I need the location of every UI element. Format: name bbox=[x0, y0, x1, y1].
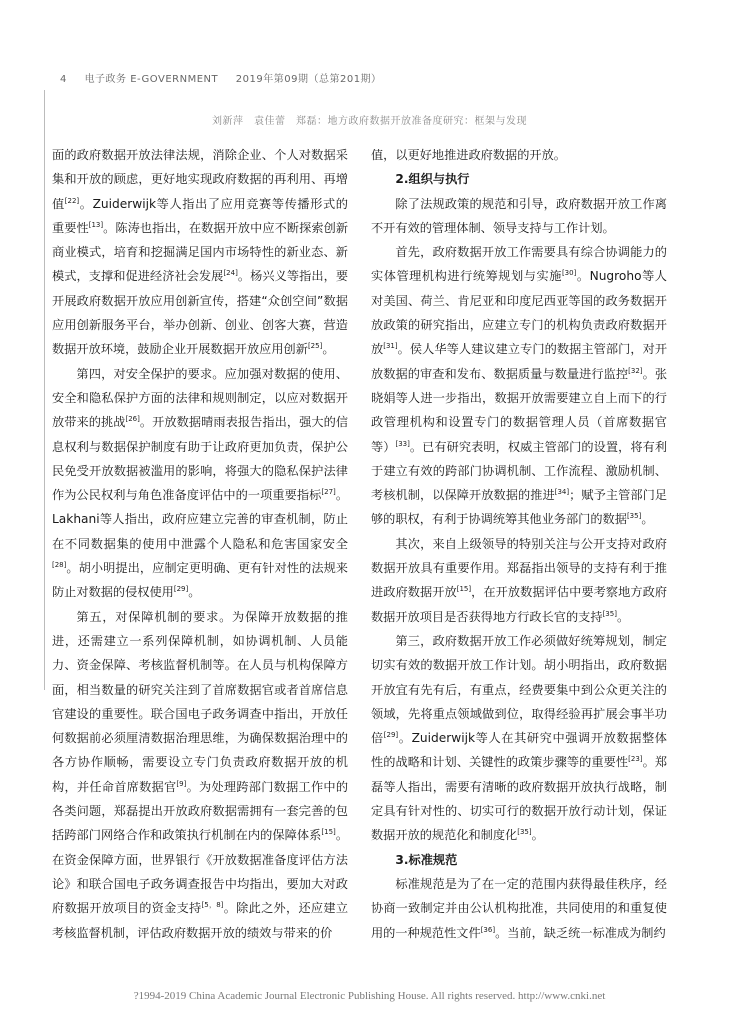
citation-ref: [25] bbox=[307, 342, 323, 351]
citation-ref: [30] bbox=[561, 269, 577, 278]
citation-ref: [29] bbox=[383, 731, 399, 740]
citation-ref: [24] bbox=[223, 269, 238, 278]
text-run: 第三，政府数据开放工作必须做好统筹规划，制定切实有效的数据开放工作计划。胡小明指出，政府数据开放宜有先有后，有重点，经费要集中到公众更关注的领域，先将重点领域做到位，取得经验再扩展会事半功倍 bbox=[371, 633, 667, 746]
text-run: 2.组织与执行 bbox=[395, 172, 470, 187]
text-run: 。在资金保障方面，世界银行《开放数据准备度评估方法论》和联合国电子政务调查报告中均指出，要加大对政府数据开放项目的资金支持 bbox=[52, 828, 349, 916]
text-run: 。陈涛也指出，在数据开放中应不断探索创新商业模式，培育和挖掘满足国内市场特性的新业态、新模式，支撑和促进经济社会发展 bbox=[52, 220, 349, 284]
citation-ref: [9] bbox=[176, 779, 187, 788]
text-run: 。胡小明提出，应制定更明确、更有针对性的法规来防止对数据的侵权使用 bbox=[52, 561, 348, 600]
journal-name: 电子政务 E-GOVERNMENT bbox=[84, 74, 219, 85]
text-run: 3.标准规范 bbox=[395, 852, 458, 867]
text-run: 。 bbox=[531, 828, 544, 843]
text-run: 值，以更好地推进政府数据的开放。 bbox=[371, 148, 566, 162]
left-column bbox=[52, 143, 348, 945]
text-run: 其次，来自上级领导的特别关注与公开支持对政府数据开放具有重要作用。郑磊指出领导的支持有利于推进政府数据开放 bbox=[371, 536, 667, 600]
copyright-footer: ?1994-2019 China Academic Journal Electronic Publishing House. All rights reserved. http://www.cnki.net bbox=[133, 990, 606, 1002]
text-run: 。开放数据晴雨表报告指出，强大的信息权利与数据保护制度有助于让政府更加负责，保护公民免受开放数据被滥用的影响，将强大的隐私保护法律作为公民权利与角色准备度评估中的一项重要指标 bbox=[52, 415, 349, 503]
citation-ref: [35] bbox=[602, 609, 617, 618]
page-number: 4 bbox=[60, 74, 67, 85]
text-run: 。 bbox=[322, 342, 335, 357]
running-head: 刘新萍 袁佳蕾 郑磊：地方政府数据开放准备度研究：框架与发现 bbox=[212, 116, 527, 127]
body-paragraph bbox=[371, 192, 667, 241]
citation-ref: [32] bbox=[628, 366, 643, 375]
right-column bbox=[371, 143, 667, 945]
body-paragraph bbox=[371, 240, 667, 532]
body-paragraph bbox=[52, 143, 348, 362]
text-run: 第五，对保障机制的要求。为保障开放数据的推进，还需建立一系列保障机制，如协调机制、人员能力、资金保障、考核监督机制等。在人员与机构保障方面，相当数量的研究关注到了首席数据官或者首席信息官建设的重要性。联合国电子政务调查中指出，开放任何数据前必须厘清数据治理思维，为确保数据治理中的各方协作顺畅，需要设立专门负责政府数据开放的机构，并任命首席数据官 bbox=[52, 609, 348, 794]
text-run: ，在开放数据评估中要考察地方政府数据开放项目是否获得地方行政长官的支持 bbox=[371, 585, 668, 624]
issue-info: 2019年第09期（总第201期） bbox=[235, 74, 382, 85]
journal-header bbox=[60, 70, 396, 85]
citation-ref: [13] bbox=[88, 220, 104, 229]
text-run: 。 bbox=[188, 585, 201, 600]
text-run: 。 bbox=[616, 609, 630, 624]
body-paragraph bbox=[371, 143, 667, 167]
section-heading bbox=[371, 167, 667, 191]
citation-ref: [23] bbox=[628, 755, 643, 764]
citation-ref: [33] bbox=[395, 439, 410, 448]
text-run: 第四，对安全保护的要求。应加强对数据的使用、安全和隐私保护方面的法律和规则制定，以应对数据开放带来的挑战 bbox=[52, 366, 348, 430]
citation-ref: [15] bbox=[321, 828, 336, 837]
citation-ref: [34] bbox=[554, 488, 570, 497]
text-run: 面的政府数据开放法律法规，消除企业、个人对数据采集和开放的顾虑，更好地实现政府数据的再利用、再增值 bbox=[52, 148, 348, 211]
citation-ref: [28] bbox=[52, 561, 67, 570]
text-run: 。张晓娟等人进一步指出，数据开放需要建立自上而下的行政管理机构和设置专门的数据管理人员（首席数据官等） bbox=[371, 366, 668, 454]
text-run: 。Zuiderwijk等人在其研究中强调开放数据整体性的战略和计划、关键性的政策步骤等的重要性 bbox=[371, 731, 667, 770]
text-run: 。郑磊等人指出，需要有清晰的政府数据开放执行战略，制定具有针对性的、切实可行的数据开放行动计划，保证数据开放的规范化和制度化 bbox=[371, 755, 668, 843]
citation-ref: [35] bbox=[626, 512, 642, 521]
citation-ref: [35] bbox=[517, 828, 532, 837]
citation-ref: [29] bbox=[173, 585, 189, 594]
citation-ref: [36] bbox=[480, 925, 496, 934]
margin-rule bbox=[44, 90, 45, 690]
text-run: 。Nugroho等人对美国、荷兰、肯尼亚和印度尼西亚等国的政务数据开放政策的研究指出，应建立专门的机构负责政府数据开放 bbox=[371, 269, 667, 357]
text-run: 除了法规政策的规范和引导，政府数据开放工作离不开有效的管理体制、领导支持与工作计划。 bbox=[371, 196, 667, 235]
text-run: 。 bbox=[641, 512, 654, 527]
text-run: 。为处理跨部门数据工作中的各类问题，郑磊提出开放政府数据需拥有一套完善的包括跨部门网络合作和政策执行机制在内的保障体系 bbox=[52, 779, 349, 843]
text-run: ；赋予主管部门足够的职权，有利于协调统筹其他业务部门的数据 bbox=[371, 488, 668, 527]
text-run: 。当前，缺乏统一标准成为制约 bbox=[495, 925, 666, 940]
citation-ref: [31] bbox=[383, 342, 398, 351]
body-paragraph bbox=[371, 629, 667, 848]
section-heading bbox=[371, 848, 667, 872]
text-run: 。Zuiderwijk等人指出了应用竞赛等传播形式的重要性 bbox=[52, 196, 348, 235]
citation-ref: [15] bbox=[456, 585, 472, 594]
text-run: 首先，政府数据开放工作需要具有综合协调能力的实体管理机构进行统筹规划与实施 bbox=[371, 245, 667, 284]
body-paragraph bbox=[52, 362, 348, 605]
text-run: 。Lakhani等人指出，政府应建立完善的审查机制，防止在不同数据集的使用中泄露个人隐私和危害国家安全 bbox=[52, 488, 349, 551]
body-paragraph bbox=[371, 872, 667, 945]
citation-ref: [5，8] bbox=[201, 901, 224, 910]
text-run: 标准规范是为了在一定的范围内获得最佳秩序，经协商一致制定并由公认机构批准，共同使用的和重复使用的一种规范性文件 bbox=[371, 876, 667, 940]
body-paragraph bbox=[371, 532, 667, 629]
text-run: 。侯人华等人建议建立专门的数据主管部门，对开放数据的审查和发布、数据质量与数量进行监控 bbox=[371, 342, 668, 381]
citation-ref: [27] bbox=[321, 488, 336, 497]
citation-ref: [26] bbox=[125, 415, 140, 424]
citation-ref: [22] bbox=[64, 196, 80, 205]
text-run: 。除此之外，还应建立考核监督机制，评估政府数据开放的绩效与带来的价 bbox=[52, 901, 349, 940]
body-paragraph bbox=[52, 605, 348, 945]
text-run: 。已有研究表明，权威主管部门的设置，将有利于建立有效的跨部门协调机制、工作流程、激励机制、考核机制，以保障开放数据的推进 bbox=[371, 439, 668, 503]
text-run: 。杨兴义等指出，要开展政府数据开放应用创新宣传，搭建“众创空间”数据应用创新服务平台，举办创新、创业、创客大赛，营造数据开放环境，鼓励企业开展数据开放应用创新 bbox=[52, 269, 349, 357]
